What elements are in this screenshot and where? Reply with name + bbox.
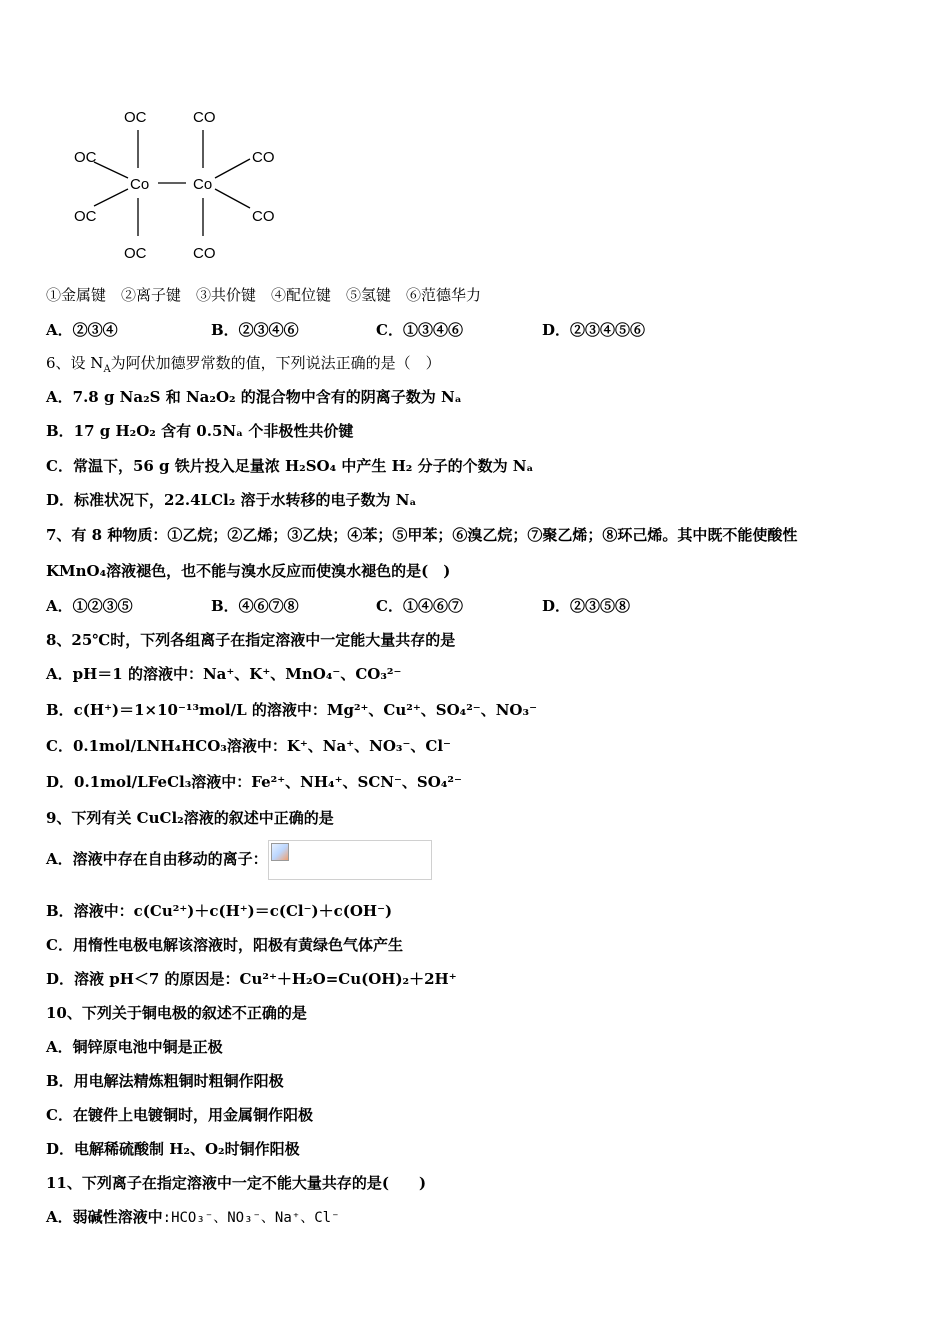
q8-option-c: C．0.1mol/LNH₄HCO₃溶液中：K⁺、Na⁺、NO₃⁻、Cl⁻ (46, 737, 451, 755)
q5-options (46, 319, 926, 339)
q7-option-c: C．①④⑥⑦ (376, 597, 463, 615)
q9-option-d: D．溶液 pH＜7 的原因是：Cu²⁺＋H₂O=Cu(OH)₂＋2H⁺ (46, 970, 457, 988)
q9-option-c: C．用惰性电极电解该溶液时，阳极有黄绿色气体产生 (46, 936, 403, 954)
co2-co8-structure-diagram (60, 100, 290, 270)
q9-option-b: B．溶液中：c(Cu²⁺)＋c(H⁺)＝c(Cl⁻)＋c(OH⁻) (46, 902, 393, 920)
q5-option-c: C．①③④⑥ (376, 321, 463, 339)
bond-left-upper-diag (94, 162, 128, 178)
q11-stem: 11、下列离子在指定溶液中一定不能大量共存的是( ) (46, 1174, 427, 1192)
q9-option-a (46, 839, 432, 880)
cobalt-atom-right: Co (193, 176, 213, 193)
q10-option-a: A．铜锌原电池中铜是正极 (46, 1038, 223, 1056)
ligand-oc-left-lower: OC (74, 208, 97, 225)
q6-option-b: B．17 g H₂O₂ 含有 0.5Nₐ 个非极性共价键 (46, 422, 354, 440)
q10-option-d: D．电解稀硫酸制 H₂、O₂时铜作阳极 (46, 1140, 300, 1158)
bond-left-lower-diag (94, 189, 128, 206)
q7-option-b: B．④⑥⑦⑧ (211, 597, 299, 615)
q6-stem-pre: 6、设 N (46, 354, 104, 372)
q8-option-d: D．0.1mol/LFeCl₃溶液中：Fe²⁺、NH₄⁺、SCN⁻、SO₄²⁻ (46, 773, 462, 791)
q6-option-c: C．常温下，56 g 铁片投入足量浓 H₂SO₄ 中产生 H₂ 分子的个数为 Nₐ (46, 457, 534, 475)
bond-right-lower-diag (215, 189, 250, 208)
ligand-oc-left-upper: OC (74, 149, 97, 166)
q7-stem-line2: KMnO₄溶液褪色，也不能与溴水反应而使溴水褪色的是( ) (46, 562, 451, 580)
q9-option-a-text: A．溶液中存在自由移动的离子： (46, 850, 268, 868)
q7-options (46, 595, 926, 615)
ligand-co-right-upper: CO (252, 149, 275, 166)
q6-stem-post: 为阿伏加德罗常数的值，下列说法正确的是（ ） (110, 354, 441, 372)
q5-option-b: B．②③④⑥ (211, 321, 299, 339)
q9-stem: 9、下列有关 CuCl₂溶液的叙述中正确的是 (46, 809, 334, 827)
q5-option-d: D．②③④⑤⑥ (542, 321, 646, 339)
ligand-oc-top-left: OC (124, 109, 147, 126)
ligand-oc-bottom-left: OC (124, 245, 147, 262)
ligand-co-top-right: CO (193, 109, 216, 126)
q11-option-a-label: A．弱碱性溶液中 (46, 1208, 163, 1226)
q7-option-d: D．②③⑤⑧ (542, 597, 631, 615)
q10-option-b: B．用电解法精炼粗铜时粗铜作阳极 (46, 1072, 284, 1090)
q7-option-a: A．①②③⑤ (46, 597, 133, 615)
q5-option-a: A．②③④ (46, 321, 118, 339)
q7-stem-line1: 7、有 8 种物质：①乙烷；②乙烯；③乙炔；④苯；⑤甲苯；⑥溴乙烷；⑦聚乙烯；⑧环己烯。其中既不能使酸性 (46, 526, 798, 544)
q6-stem-sub: A (103, 364, 111, 375)
q11-option-a (46, 1207, 340, 1228)
q10-stem: 10、下列关于铜电极的叙述不正确的是 (46, 1004, 307, 1022)
q8-option-a: A．pH＝1 的溶液中：Na⁺、K⁺、MnO₄⁻、CO₃²⁻ (46, 665, 402, 683)
q6-option-a: A．7.8 g Na₂S 和 Na₂O₂ 的混合物中含有的阴离子数为 Nₐ (46, 388, 462, 406)
q8-stem: 8、25℃时，下列各组离子在指定溶液中一定能大量共存的是 (46, 631, 456, 649)
q11-option-a-ions: :HCO₃⁻、NO₃⁻、Na⁺、Cl⁻ (162, 1210, 340, 1226)
ligand-co-right-lower: CO (252, 208, 275, 225)
image-icon (271, 843, 289, 861)
q6-option-d: D．标准状况下，22.4LCl₂ 溶于水转移的电子数为 Nₐ (46, 491, 417, 509)
q8-option-b: B．c(H⁺)＝1×10⁻¹³mol/L 的溶液中：Mg²⁺、Cu²⁺、SO₄²⁻、NO₃⁻ (46, 701, 537, 719)
q5-bond-types: ①金属键 ②离子键 ③共价键 ④配位键 ⑤氢键 ⑥范德华力 (46, 286, 482, 304)
bond-right-upper-diag (215, 159, 250, 178)
q10-option-c: C．在镀件上电镀铜时，用金属铜作阳极 (46, 1106, 313, 1124)
cobalt-atom-left: Co (130, 176, 150, 193)
structure-bonds (94, 130, 250, 236)
broken-image-placeholder (268, 840, 432, 880)
ligand-co-bottom-right: CO (193, 245, 216, 262)
q6-stem (46, 353, 441, 380)
